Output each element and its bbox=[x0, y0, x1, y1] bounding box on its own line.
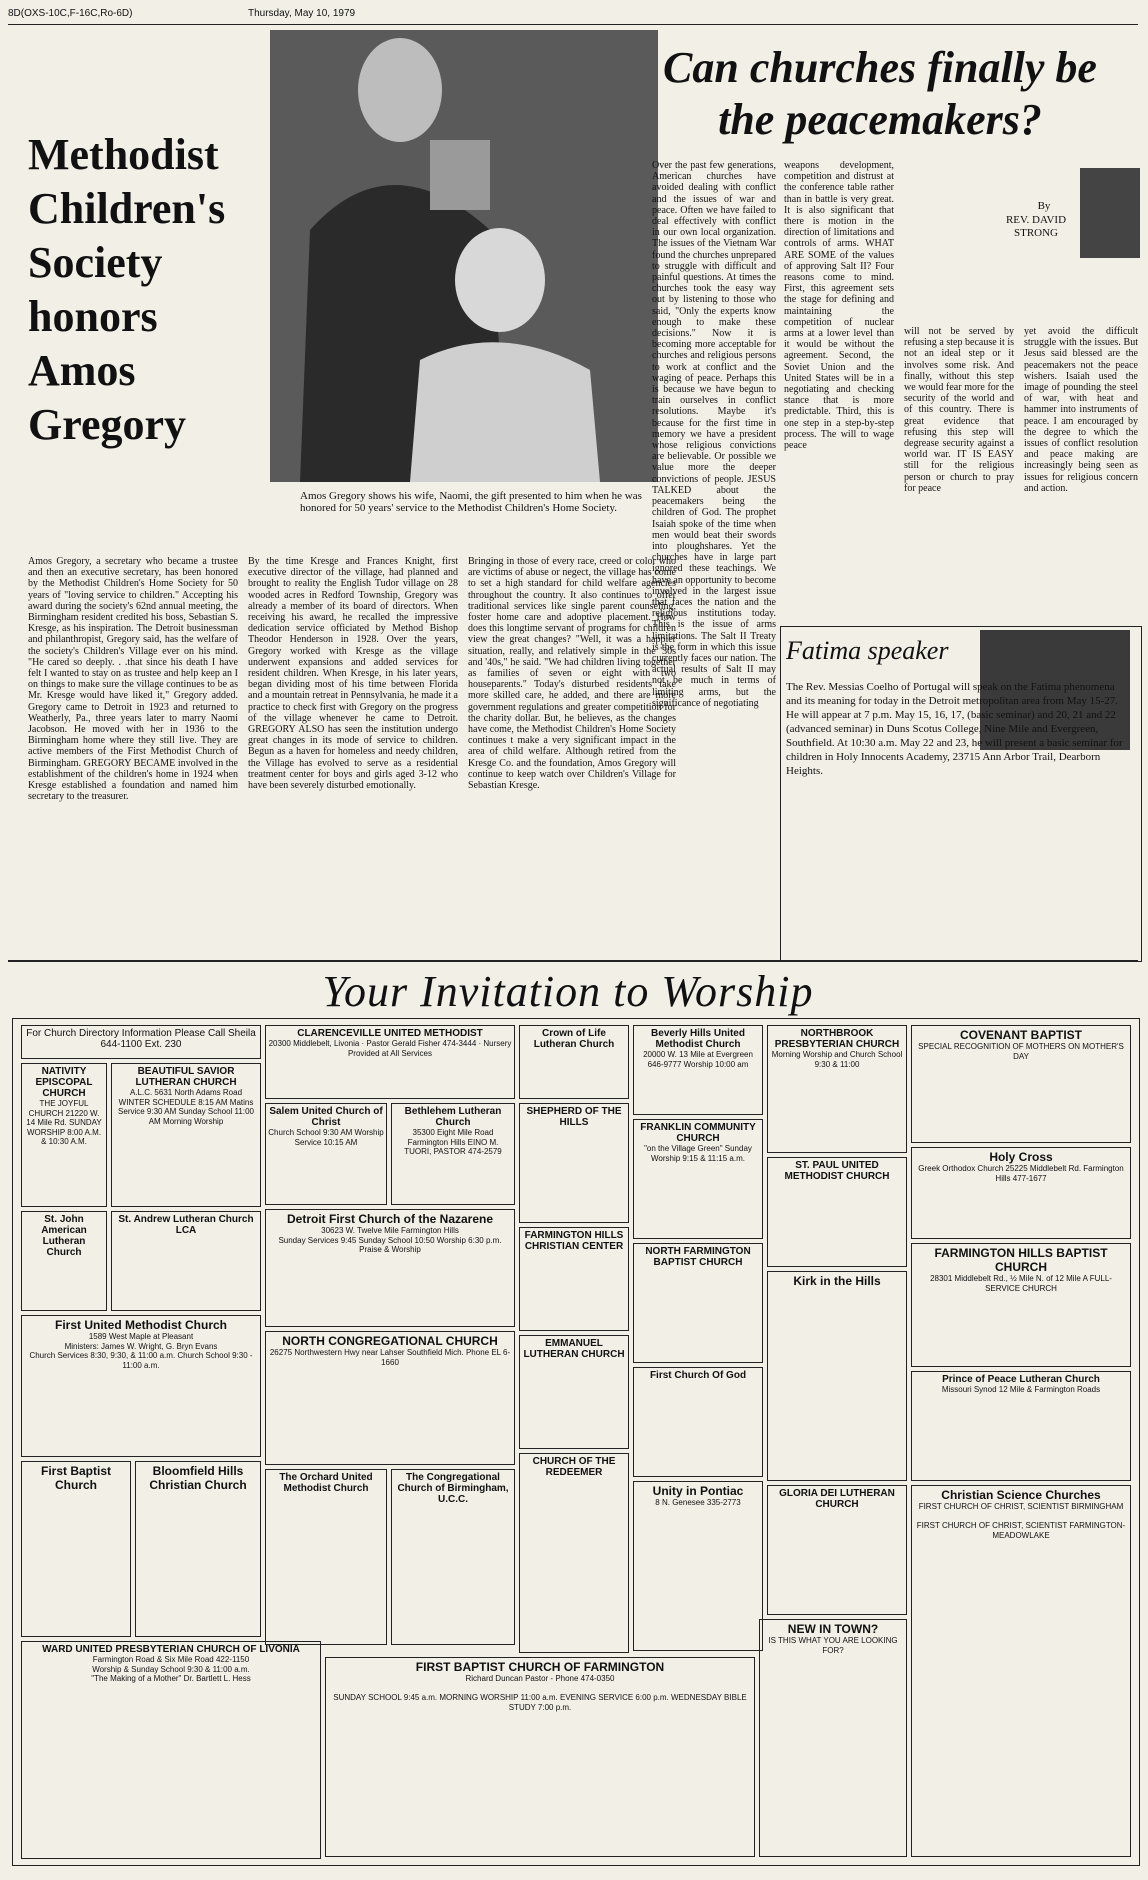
header-rule bbox=[8, 24, 1138, 25]
first-baptist-farmington-ad: FIRST BAPTIST CHURCH OF FARMINGTON Richard Duncan Pastor - Phone 474-0350 SUNDAY SCHOOL 9:45 a.m. MORNING WORSHIP 11:00 a.m. EVENING SERVICE 6:00 p.m. WEDNESDAY BIBLE STUDY 7:00 p.m. bbox=[325, 1657, 755, 1857]
st-andrew-ad: St. Andrew Lutheran Church LCA bbox=[111, 1211, 261, 1311]
bethlehem-ad: Bethlehem Lutheran Church 35300 Eight Mile Road Farmington Hills EINO M. TUORI, PASTOR 474-2579 bbox=[391, 1103, 515, 1205]
nazarene-ad: Detroit First Church of the Nazarene 30623 W. Twelve Mile Farmington Hills Sunday Services 9:45 Sunday School 10:50 Worship 6:30 p.m. Praise & Worship bbox=[265, 1209, 515, 1327]
orchard-ad: The Orchard United Methodist Church bbox=[265, 1469, 387, 1645]
crown-of-life-ad: Crown of Life Lutheran Church bbox=[519, 1025, 629, 1099]
methodist-col3: Bringing in those of every race, creed or color who are victims of abuse or negect, the village has come to set a high standard for child welfare agencies throughout the country. It also continues to offer traditional services like single parent counseling, foster home care and adoptive placement. How does this longtime servant of programs for children view the great changes? "Well, it was a happier situation, really, and relatively simple in the '30s and '40s," he said. "We had children living together as families of seven or eight with two houseparents." Today's disturbed residents take more skilled care, he added, and there are more government regulations and greater competition for the charity dollar. But, he believes, as the changes have come, the Methodist Children's Home Society continues t make a very significant impact in the area of child welfare. Although retired from the Kresge Co. and the foundation, Amos Gregory will continue to keep watch over Children's Village for Sebastian Kresge. bbox=[468, 556, 676, 792]
churches-col3: will not be served by refusing a step because it is not an ideal step or it involves some risk. And finally, without this step we would fear more for the security of the world and of this country. There is great evidence that refusing this step will degrease security against a world war. IT IS EASY still for the religious person or church to pray for peace bbox=[904, 326, 1014, 494]
methodist-headline: Methodist Children's Society honors Amos Gregory bbox=[28, 130, 226, 449]
fhbc-ad: FARMINGTON HILLS BAPTIST CHURCH 28301 Middlebelt Rd., ½ Mile N. of 12 Mile A FULL-SERVICE CHURCH bbox=[911, 1243, 1131, 1367]
christian-science-ad: Christian Science Churches FIRST CHURCH OF CHRIST, SCIENTIST BIRMINGHAM FIRST CHURCH OF CHRIST, SCIENTIST FARMINGTON-MEADOWLAKE bbox=[911, 1485, 1131, 1857]
edition-code: 8D(OXS-10C,F-16C,Ro-6D) bbox=[8, 8, 133, 19]
new-in-town-ad: NEW IN TOWN? IS THIS WHAT YOU ARE LOOKING FOR? bbox=[759, 1619, 907, 1857]
fatima-body: The Rev. Messias Coelho of Portugal will speak on the Fatima phenomena and its meaning for today in the Detroit metropolitan area from May 15-27. He will appear at 7 p.m. May 15, 16, 17, (basic seminar) and 20, 21 and 22 (advanced seminar) in Duns Scotus College, Nine Mile and Evergreen, Southfield. At 10:30 a.m. May 22 and 23, he will present a basic seminar for children in Holy Innocents Academy, 23715 Ann Arbor Trail, Dearborn Heights. bbox=[786, 681, 1123, 777]
methodist-col1: Amos Gregory, a secretary who became a trustee and then an executive secretary, has been honored by the Methodist Children's Home Society for 50 years of "loving service to children." Accepting his award during the society's 62nd annual meeting, the Birmingham resident credited his boss, Sebastian S. Kresge, as his inspiration. The Detroit businessman and philanthropist, Gregory said, has the welfare of the society's Children's Village ever on his mind. "He cared so deeply. . .that since his death I have felt I wanted to stay on as trustee and help keep an I on things to make sure the village continues to be as Mr. Kresge would have liked it," Gregory added. Gregory came to Detroit in 1923 and returned to Weatherly, Pa., three years later to marry Naomi Jacobson. He moved with her in 1936 to the Birmingham home where they still live. They are active members of the First Methodist Church of Birmingham. GREGORY BECAME involved in the establishment of the children's home in 1924 when Kresge established a foundation and named him secretary to the treasurer. bbox=[28, 556, 238, 803]
methodist-col2: By the time Kresge and Frances Knight, first executive director of the village, had planned and brought to reality the English Tudor village on 28 wooded acres in Redford Township, Gregory was already a member of its board of directors. When receiving his award, he recalled the impressive dedication service officiated by Method Bishop Theodor Henderson in 1928. Over the years, Gregory worked with Kresge as the village underwent expansions and added services for resident children. When Kresge, in his later years, began dividing most of his time between Florida and a mountain retreat in Pennsylvania, he made it a practice to check first with Gregory on the progress of the village whenever he came to Detroit. GREGORY ALSO has seen the institution undergo great changes in its mode of service to children. Begun as a haven for homeless and needy children, the Village has evolved to serve as a residential treatment center for boys and girls aged 3-12 who have been severely disturbed emotionally. bbox=[248, 556, 458, 792]
fhcc-ad: FARMINGTON HILLS CHRISTIAN CENTER bbox=[519, 1227, 629, 1331]
emmanuel-ad: EMMANUEL LUTHERAN CHURCH bbox=[519, 1335, 629, 1449]
fatima-headline: Fatima speaker bbox=[786, 636, 949, 665]
st-john-ad: St. John American Lutheran Church bbox=[21, 1211, 107, 1311]
page-date: Thursday, May 10, 1979 bbox=[248, 8, 356, 19]
redeemer-ad: CHURCH OF THE REDEEMER bbox=[519, 1453, 629, 1653]
worship-directory bbox=[12, 1018, 1140, 1866]
covenant-baptist-ad: COVENANT BAPTIST SPECIAL RECOGNITION OF MOTHERS ON MOTHER'S DAY bbox=[911, 1025, 1131, 1143]
page-header bbox=[8, 2, 1138, 22]
franklin-ad: FRANKLIN COMMUNITY CHURCH "on the Village Green" Sunday Worship 9:15 & 11:15 a.m. bbox=[633, 1119, 763, 1239]
churches-col4: yet avoid the difficult struggle with the issues. But Jesus said blessed are the peacemakers not the peace wishers. Isaiah used the image of pounding the steel of war, with heat and hammer into instruments of peace. I am encouraged by the degree to which the issues of conflict resolution and peace making are increasingly being seen as issues for religious concern and action. bbox=[1024, 326, 1138, 494]
first-church-god-ad: First Church Of God bbox=[633, 1367, 763, 1477]
section-rule bbox=[8, 960, 1138, 962]
salem-ad: Salem United Church of Christ Church School 9:30 AM Worship Service 10:15 AM bbox=[265, 1103, 387, 1205]
st-paul-ad: ST. PAUL UNITED METHODIST CHURCH bbox=[767, 1157, 907, 1267]
churches-col1: Over the past few generations, American churches have avoided dealing with conflict and the issues of war and peace. Often we have failed to deal effectively with conflict in our own local organization. The issues of the Vietnam War found the churches unprepared to struggle with difficult and painful questions. At times the churches took the easy way out by listening to those who said, "Only the experts know enough to make these decisions." Now it is becoming more acceptable for churches and religious persons to work at conflict and the waging of peace. Perhaps this is because we have begun to train ourselves in conflict resolutions. Maybe it's because for the first time in memory we have a president whose religious convictions are believable. Or possible we value more the deeper convictions of people. JESUS TALKED about the peacemakers being the children of God. The prophet Isaiah spoke of the time when men would beat their swords into ploughshares. Yet the churches have in large part ignored these teachings. We have an opportunity to become involved in the largest issue that faces the nation and the religious institutions today. This is the issue of arms limitations. The Salt II Treaty is the form in which this issue currently faces our nation. The actual results of Salt II may not be much in terms of limiting arms, but the significance of negotiating bbox=[652, 160, 776, 709]
byline-by: By bbox=[1037, 200, 1051, 212]
worship-banner: Your Invitation to Worship bbox=[322, 967, 814, 1016]
unity-ad: Unity in Pontiac 8 N. Genesee 335-2773 bbox=[633, 1481, 763, 1651]
clarenceville-ad: CLARENCEVILLE UNITED METHODIST 20300 Middlebelt, Livonia · Pastor Gerald Fisher 474-3444 · Nursery Provided at All Services bbox=[265, 1025, 515, 1099]
gregory-photo bbox=[270, 30, 658, 482]
shepherd-hills-ad: SHEPHERD OF THE HILLS bbox=[519, 1103, 629, 1223]
holy-cross-ad: Holy Cross Greek Orthodox Church 25225 Middlebelt Rd. Farmington Hills 477-1677 bbox=[911, 1147, 1131, 1239]
gregory-photo-image bbox=[270, 30, 658, 482]
gloria-dei-ad: GLORIA DEI LUTHERAN CHURCH bbox=[767, 1485, 907, 1615]
bloomfield-christian-ad: Bloomfield Hills Christian Church bbox=[135, 1461, 261, 1637]
author-photo bbox=[1080, 168, 1140, 258]
north-cong-ad: NORTH CONGREGATIONAL CHURCH 26275 Northwestern Hwy near Lahser Southfield Mich. Phone EL 6-1660 bbox=[265, 1331, 515, 1465]
churches-col2: weapons development, competition and distrust at the conference table rather than in battle is very great. It is also significant that there is motion in the direction of limitations and controls of arms. WHAT ARE SOME of the values of approving Salt II? Four reasons come to mind. First, this agreement sets the stage for defining and maintaining the competition of nuclear arms at a lower level than it would be without the agreement. Second, the Soviet Union and the United States will be in a negotiating and checking stance that is more predictable. Third, this is one step in a step-by-step process. The will to wage peace bbox=[784, 160, 894, 452]
north-farmington-ad: NORTH FARMINGTON BAPTIST CHURCH bbox=[633, 1243, 763, 1363]
nativity-ad: NATIVITY EPISCOPAL CHURCH THE JOYFUL CHURCH 21220 W. 14 Mile Rd. SUNDAY WORSHIP 8:00 A.M. & 10:30 A.M. bbox=[21, 1063, 107, 1207]
directory-info: For Church Directory Information Please Call Sheila 644-1100 Ext. 230 bbox=[21, 1025, 261, 1059]
first-baptist-ad: First Baptist Church bbox=[21, 1461, 131, 1637]
photo-caption: Amos Gregory shows his wife, Naomi, the gift presented to him when he was honored for 50 years' service to the Methodist Children's Home Society. bbox=[300, 490, 642, 514]
byline-author: REV. DAVID STRONG bbox=[1005, 214, 1067, 239]
prince-peace-ad: Prince of Peace Lutheran Church Missouri Synod 12 Mile & Farmington Roads bbox=[911, 1371, 1131, 1481]
ward-presbyterian-ad: WARD UNITED PRESBYTERIAN CHURCH OF LIVONIA Farmington Road & Six Mile Road 422-1150 Worship & Sunday School 9:30 & 11:00 a.m. "The Making of a Mother" Dr. Bartlett L. Hess bbox=[21, 1641, 321, 1859]
northbrook-ad: NORTHBROOK PRESBYTERIAN CHURCH Morning Worship and Church School 9:30 & 11:00 bbox=[767, 1025, 907, 1153]
kirk-hills-ad: Kirk in the Hills bbox=[767, 1271, 907, 1481]
beautiful-savior-ad: BEAUTIFUL SAVIOR LUTHERAN CHURCH A.L.C. 5631 North Adams Road WINTER SCHEDULE 8:15 AM Matins Service 9:30 AM Sunday School 11:00 AM Morning Worship bbox=[111, 1063, 261, 1207]
churches-headline: Can churches finally be the peacemakers? bbox=[663, 43, 1097, 144]
congregational-ad: The Congregational Church of Birmingham, U.C.C. bbox=[391, 1469, 515, 1645]
beverly-hills-ad: Beverly Hills United Methodist Church 20000 W. 13 Mile at Evergreen 646-9777 Worship 10:00 am bbox=[633, 1025, 763, 1115]
first-um-ad: First United Methodist Church 1589 West Maple at Pleasant Ministers: James W. Wright, G. Bryn Evans Church Services 8:30, 9:30, & 11:00 a.m. Church School 9:30 - 11:00 a.m. bbox=[21, 1315, 261, 1457]
